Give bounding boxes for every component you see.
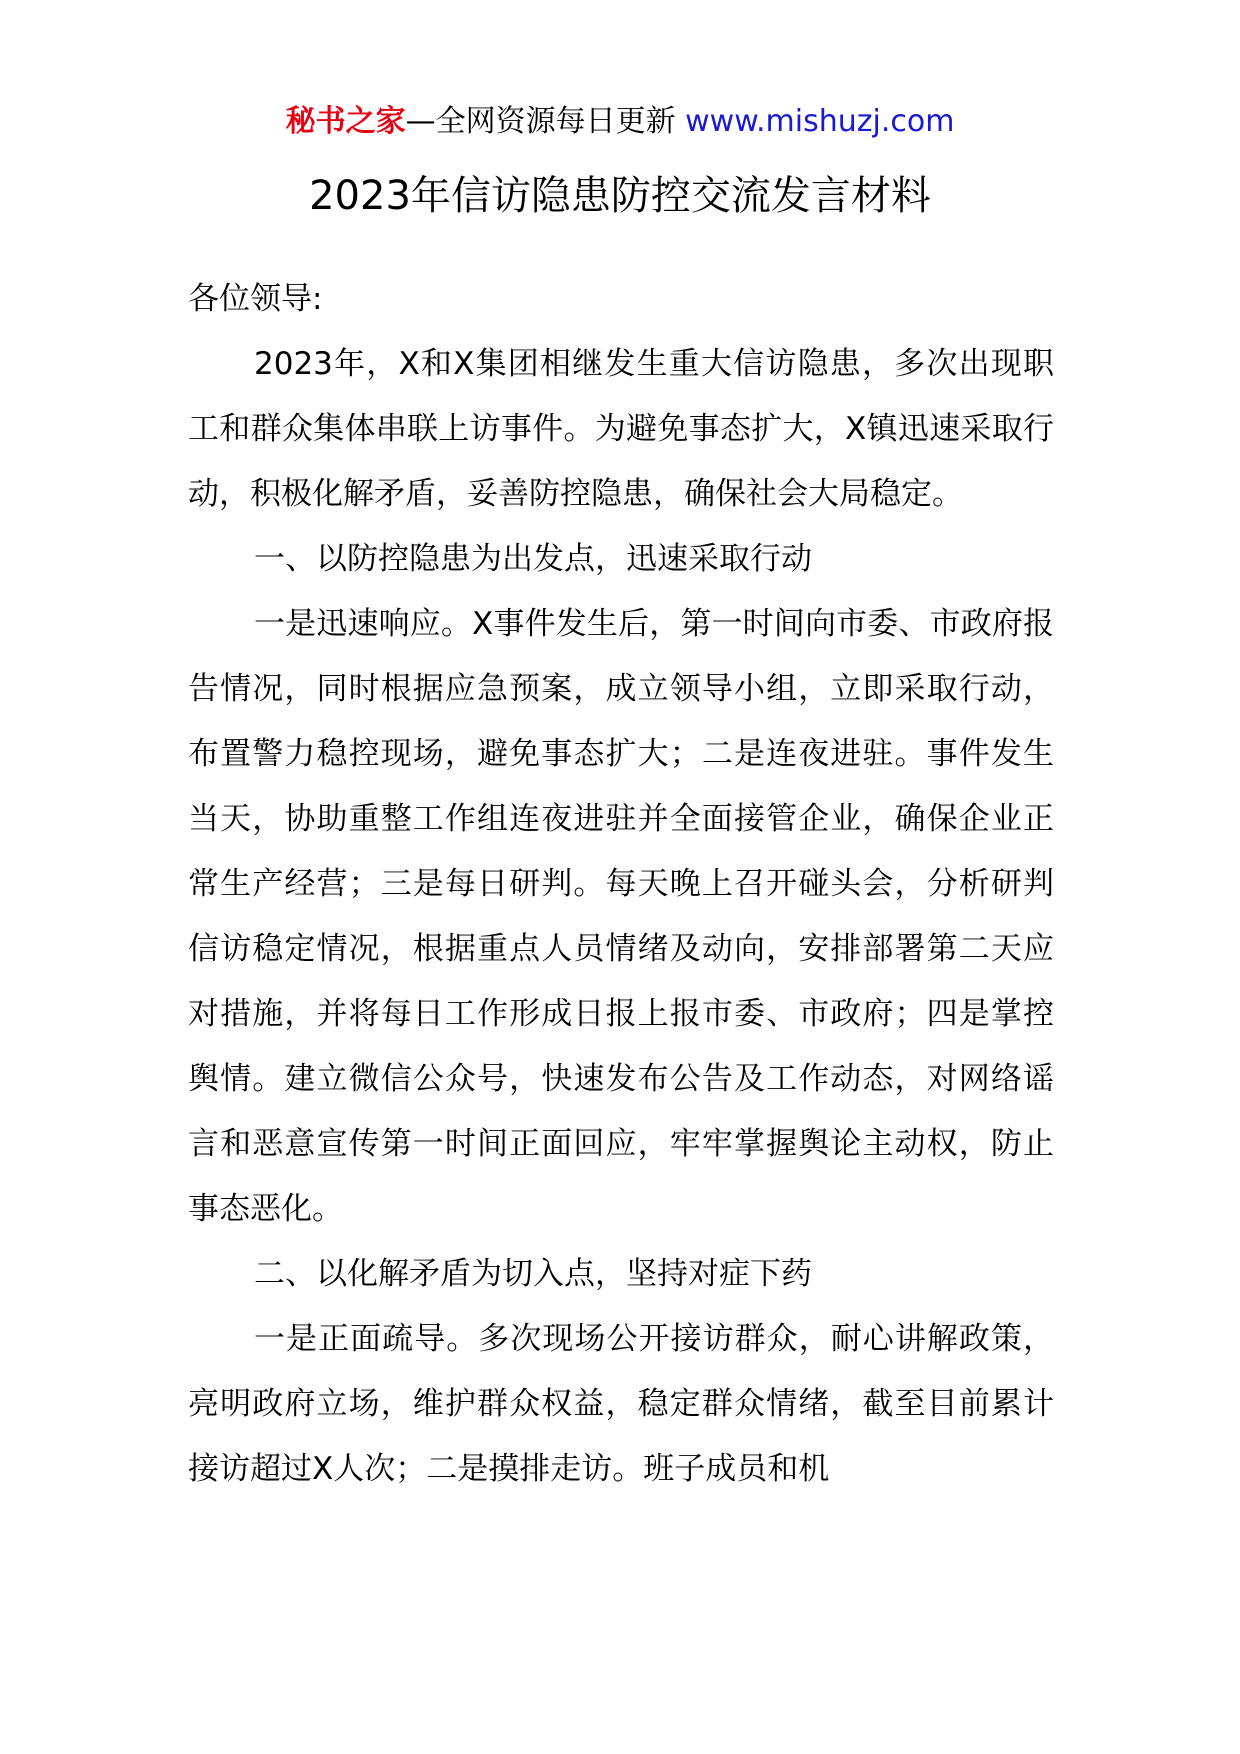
salutation: 各位领导: [188, 281, 323, 317]
document-body [188, 267, 1054, 1502]
document-title: 2023年信访隐患防控交流发言材料 [309, 173, 931, 219]
intro-paragraph: 2023年，X和X集团相继发生重大信访隐患，多次出现职工和群众集体串联上访事件。为避免事态扩大，X镇迅速采取行动，积极化解矛盾，妥善防控隐患，确保社会大局稳定。 [188, 346, 1054, 512]
header-tagline: —全网资源每日更新 [405, 104, 686, 139]
section-heading-1: 一、以防控隐患为出发点，迅速采取行动 [254, 541, 812, 577]
site-url-link[interactable]: www.mishuzj.com [685, 104, 955, 139]
section-heading-2: 二、以化解矛盾为切入点，坚持对症下药 [254, 1256, 812, 1292]
section-2-paragraph: 一是正面疏导。多次现场公开接访群众，耐心讲解政策，亮明政府立场，维护群众权益，稳定群众情绪，截至目前累计接访超过X人次；二是摸排走访。班子成员和机 [188, 1321, 1054, 1487]
section-1-paragraph: 一是迅速响应。X事件发生后，第一时间向市委、市政府报告情况，同时根据应急预案，成立领导小组，立即采取行动，布置警力稳控现场，避免事态扩大；二是连夜进驻。事件发生当天，协助重整工作组连夜进驻并全面接管企业，确保企业正常生产经营；三是每日研判。每天晚上召开碰头会，分析研判信访稳定情况，根据重点人员情绪及动向，安排部署第二天应对措施，并将每日工作形成日报上报市委、市政府；四是掌控舆情。建立微信公众号，快速发布公告及工作动态，对网络谣言和恶意宣传第一时间正面回应，牢牢掌握舆论主动权，防止事态恶化。 [188, 606, 1054, 1227]
watermark-header [0, 100, 1240, 144]
brand-name: 秘书之家 [285, 104, 406, 139]
